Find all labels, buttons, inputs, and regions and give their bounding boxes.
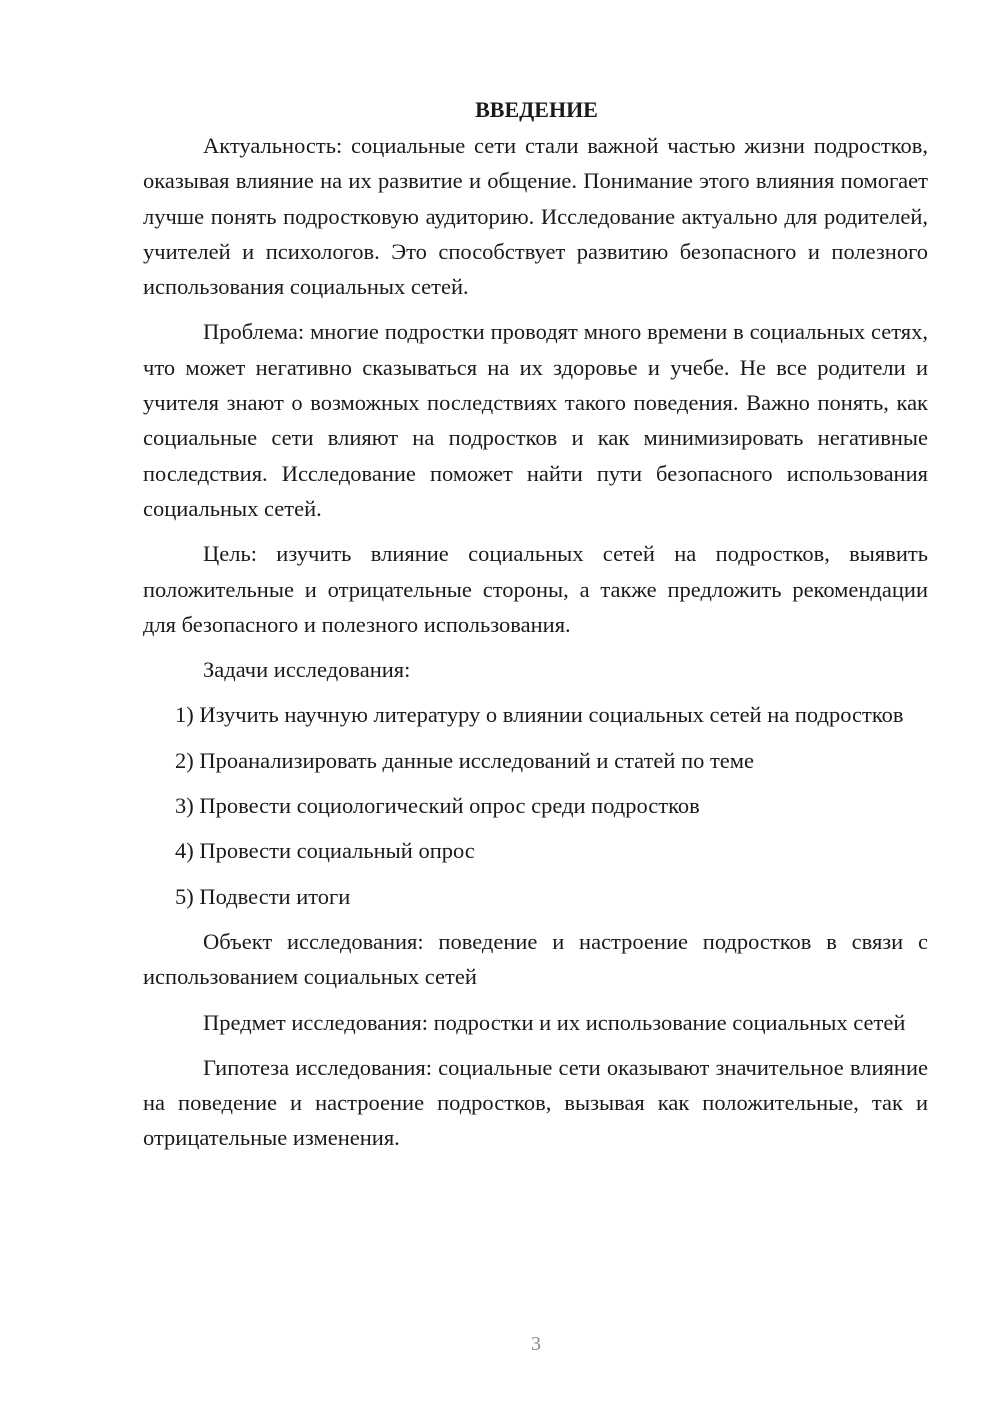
task-item-5: 5) Подвести итоги	[175, 883, 351, 909]
hypothesis-paragraph: Гипотеза исследования: социальные сети оказывают значительное влияние на поведение и настроение подростков, вызывая как положительные, так и отрицательные изменения.	[143, 1054, 928, 1151]
relevance-paragraph: Актуальность: социальные сети стали важной частью жизни подростков, оказывая влияние на их развитие и общение. Понимание этого влияния помогает лучше понять подростковую аудиторию. Исследование актуально для родителей, учителей и психологов. Это способствует развитию безопасного и полезного использования социальных сетей.	[143, 133, 928, 300]
task-item-3: 3) Провести социологический опрос среди подростков	[175, 793, 700, 819]
problem-paragraph: Проблема: многие подростки проводят много времени в социальных сетях, что может негативно сказываться на их здоровье и учебе. Не все родители и учителя знают о возможных последствиях такого поведения. Важно понять, как социальные сети влияют на подростков и как минимизировать негативные последствия. Исследование поможет найти пути безопасного использования социальных сетей.	[143, 319, 928, 521]
tasks-heading: Задачи исследования:	[203, 657, 411, 683]
page-title: ВВЕДЕНИЕ	[475, 97, 598, 122]
subject-paragraph: Предмет исследования: подростки и их использование социальных сетей	[203, 1009, 906, 1035]
task-item-2: 2) Проанализировать данные исследований и статей по теме	[175, 747, 755, 773]
page-content	[143, 92, 928, 1156]
goal-paragraph: Цель: изучить влияние социальных сетей на подростков, выявить положительные и отрицательные стороны, а также предложить рекомендации для безопасного и полезного использования.	[143, 541, 928, 637]
task-item-4: 4) Провести социальный опрос	[175, 838, 475, 864]
object-paragraph: Объект исследования: поведение и настроение подростков в связи с использованием социальных сетей	[143, 928, 928, 990]
task-item-1: 1) Изучить научную литературу о влиянии социальных сетей на подростков	[175, 702, 904, 728]
page-number: 3	[531, 1333, 541, 1355]
